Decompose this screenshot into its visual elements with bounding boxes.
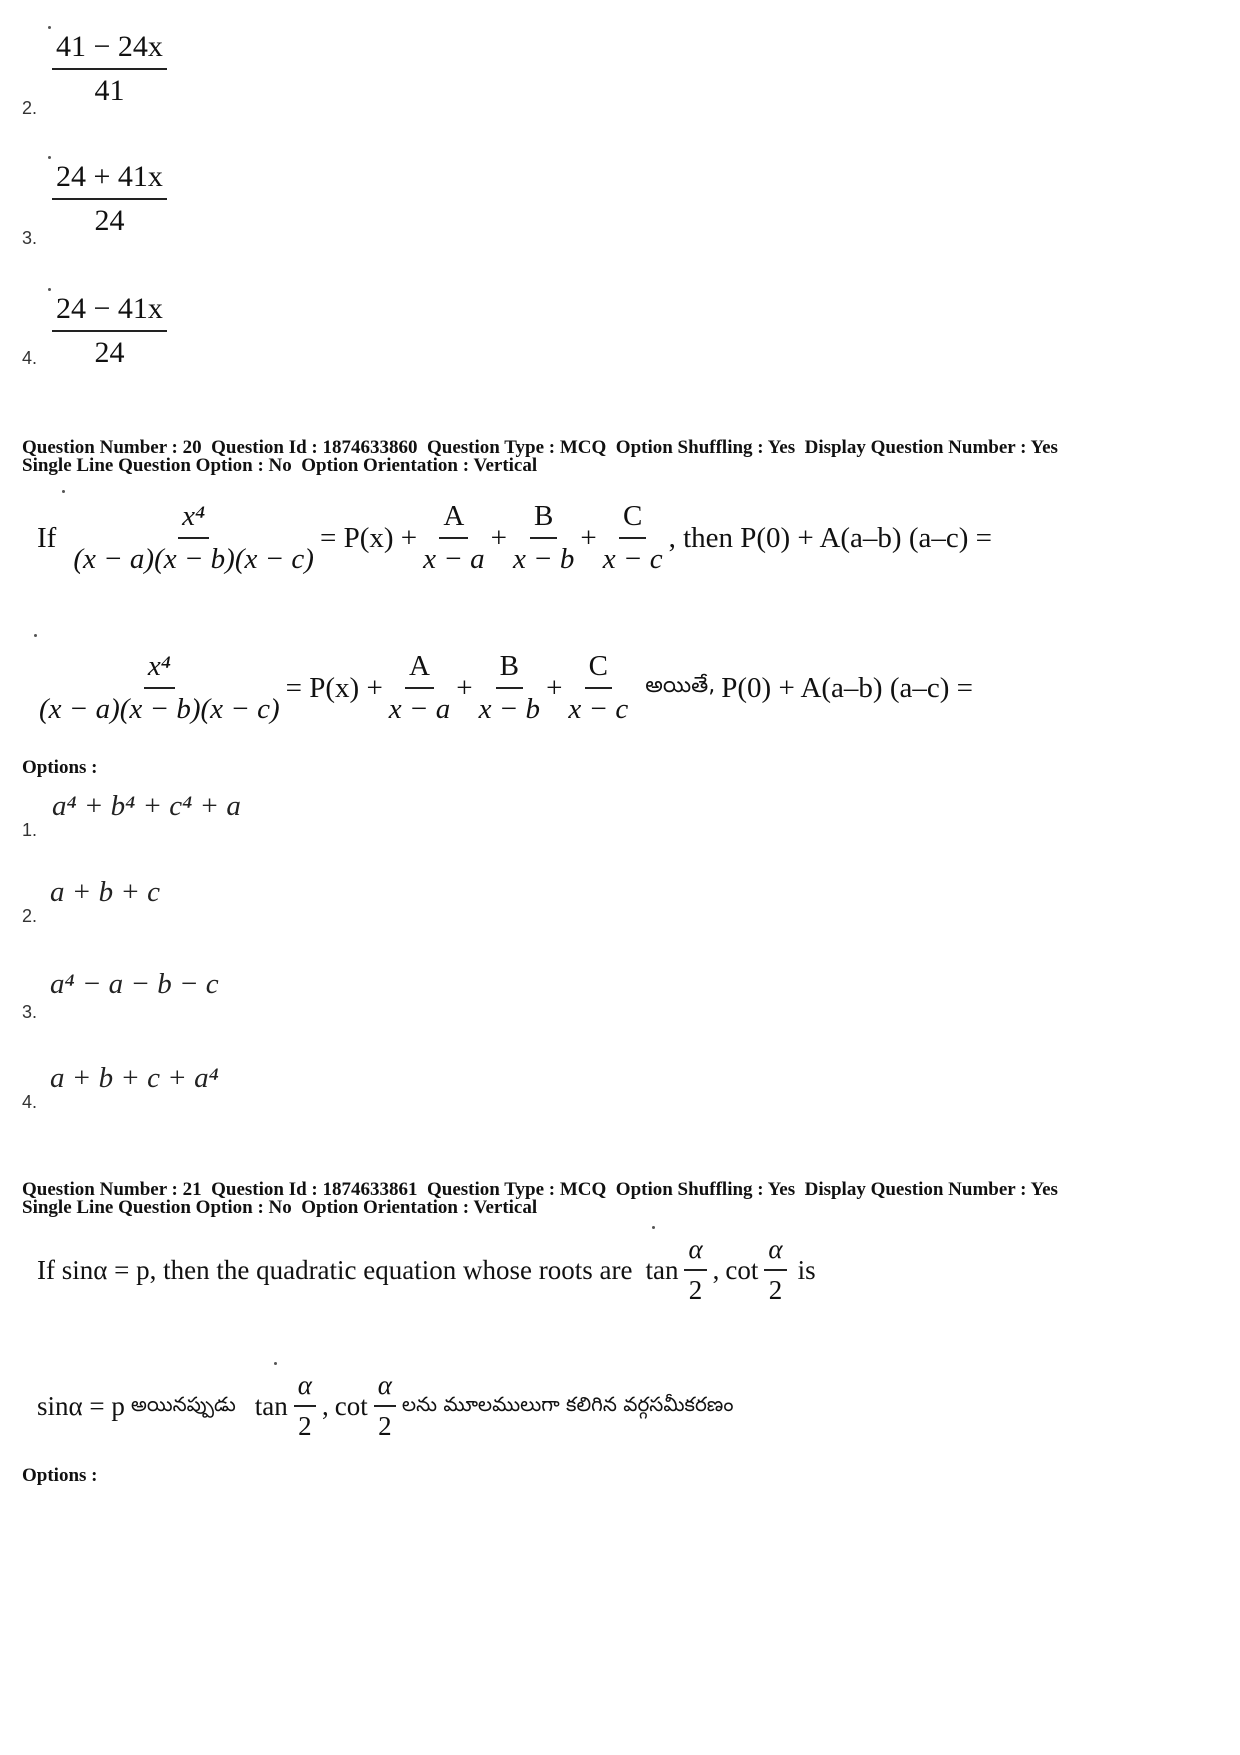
tail-text: P(0) + A(a–b) (a–c) = [721,671,973,704]
numerator: α [684,1234,706,1271]
q20-option-1-number: 1. [22,820,38,840]
half-alpha-fraction [764,1234,786,1306]
tail-text: , then P(0) + A(a–b) (a–c) = [668,521,992,554]
denominator: (x − a)(x − b)(x − c) [73,543,314,575]
telugu-tail: లను మూలములుగా కలిగిన వర్గసమీకరణం [401,1391,734,1416]
denominator: x − b [478,693,541,725]
q21-meta-line-1: Question Number : 21 Question Id : 1874633861 Question Type : MCQ Option Shuffling : Yes Display Question Number : Yes [22,1179,1058,1200]
telugu-word: అయితే, [645,673,716,698]
scan-dot [34,634,37,637]
cot-text: cot [725,1254,759,1285]
q21-question-telugu [34,1370,736,1442]
q20-option-4-number: 4. [22,1092,38,1112]
half-alpha-fraction [684,1234,706,1306]
half-alpha-fraction [374,1370,396,1442]
denominator: (x − a)(x − b)(x − c) [39,693,280,725]
denominator: 2 [378,1411,392,1441]
if-word: If [37,521,57,554]
fraction-a [389,650,450,726]
denominator: x − c [602,543,663,575]
numerator: C [619,500,646,539]
scan-dot [48,288,51,291]
half-alpha-fraction [294,1370,316,1442]
question-text: If sinα = p, then the quadratic equation whose roots are [37,1254,633,1285]
scan-dot [48,156,51,159]
numerator: B [496,650,523,689]
denominator: x − c [568,693,629,725]
q20-meta-line-2: Single Line Question Option : No Option Orientation : Vertical [22,455,538,476]
telugu-word: అయినప్పుడు [130,1391,236,1416]
denominator: 24 [94,336,125,369]
prev-option-2-fraction [52,30,167,108]
tan-text: tan [254,1390,288,1421]
tan-text: tan [645,1254,679,1285]
numerator: 24 + 41x [52,160,167,200]
plus-sign: + [546,671,563,704]
q20-question-telugu [36,650,976,726]
q20-option-2-number: 2. [22,906,38,926]
prev-option-2-number: 2. [22,98,38,118]
fraction-c [568,650,628,726]
rhs-text: = P(x) + [319,521,418,554]
denominator: x − a [388,693,451,725]
q20-question-english [34,500,995,576]
numerator: α [764,1234,786,1271]
q21-question-english [34,1234,819,1306]
fraction-a [423,500,484,576]
numerator: α [294,1370,316,1407]
numerator: 24 − 41x [52,292,167,332]
numerator: B [530,500,557,539]
plus-sign: + [456,671,473,704]
lead-math: sinα = p [37,1390,125,1421]
denominator: x − b [512,543,575,575]
denominator: 24 [94,204,125,237]
denominator: x − a [423,543,485,575]
q20-option-1-text: a⁴ + b⁴ + c⁴ + a [52,790,241,822]
q20-meta-line-1: Question Number : 20 Question Id : 1874633860 Question Type : MCQ Option Shuffling : Yes Display Question Number : Yes [22,437,1058,458]
fraction-b [479,650,540,726]
scan-dot [652,1226,655,1229]
comma: , [321,1390,329,1421]
main-fraction [73,500,314,576]
q20-options-label: Options : [22,757,98,778]
numerator: x⁴ [144,650,175,689]
cot-text: cot [334,1390,368,1421]
q20-option-4-text: a + b + c + a⁴ [50,1062,219,1094]
q20-option-2-text: a + b + c [50,876,161,908]
q21-options-label: Options : [22,1465,98,1486]
q20-option-3-number: 3. [22,1002,38,1022]
q21-meta-line-2: Single Line Question Option : No Option Orientation : Vertical [22,1197,538,1218]
denominator: 2 [768,1275,783,1305]
main-fraction [39,650,280,726]
numerator: x⁴ [178,500,209,539]
q20-option-3-text: a⁴ − a − b − c [50,968,219,1000]
scan-dot [48,26,51,29]
scan-dot [274,1362,277,1365]
rhs-text: = P(x) + [285,671,383,704]
prev-option-4-number: 4. [22,348,38,368]
comma: , [712,1254,720,1285]
numerator: α [374,1370,396,1407]
denominator: 2 [688,1275,703,1305]
plus-sign: + [490,521,507,554]
fraction-b [513,500,574,576]
numerator: 41 − 24x [52,30,167,70]
fraction-c [603,500,663,576]
scan-dot [62,490,65,493]
prev-option-3-fraction [52,160,167,238]
numerator: C [585,650,612,689]
is-word: is [797,1254,816,1285]
denominator: 2 [298,1411,312,1441]
numerator: A [405,650,434,689]
numerator: A [439,500,468,539]
plus-sign: + [580,521,597,554]
denominator: 41 [94,74,125,107]
prev-option-3-number: 3. [22,228,38,248]
prev-option-4-fraction [52,292,167,370]
